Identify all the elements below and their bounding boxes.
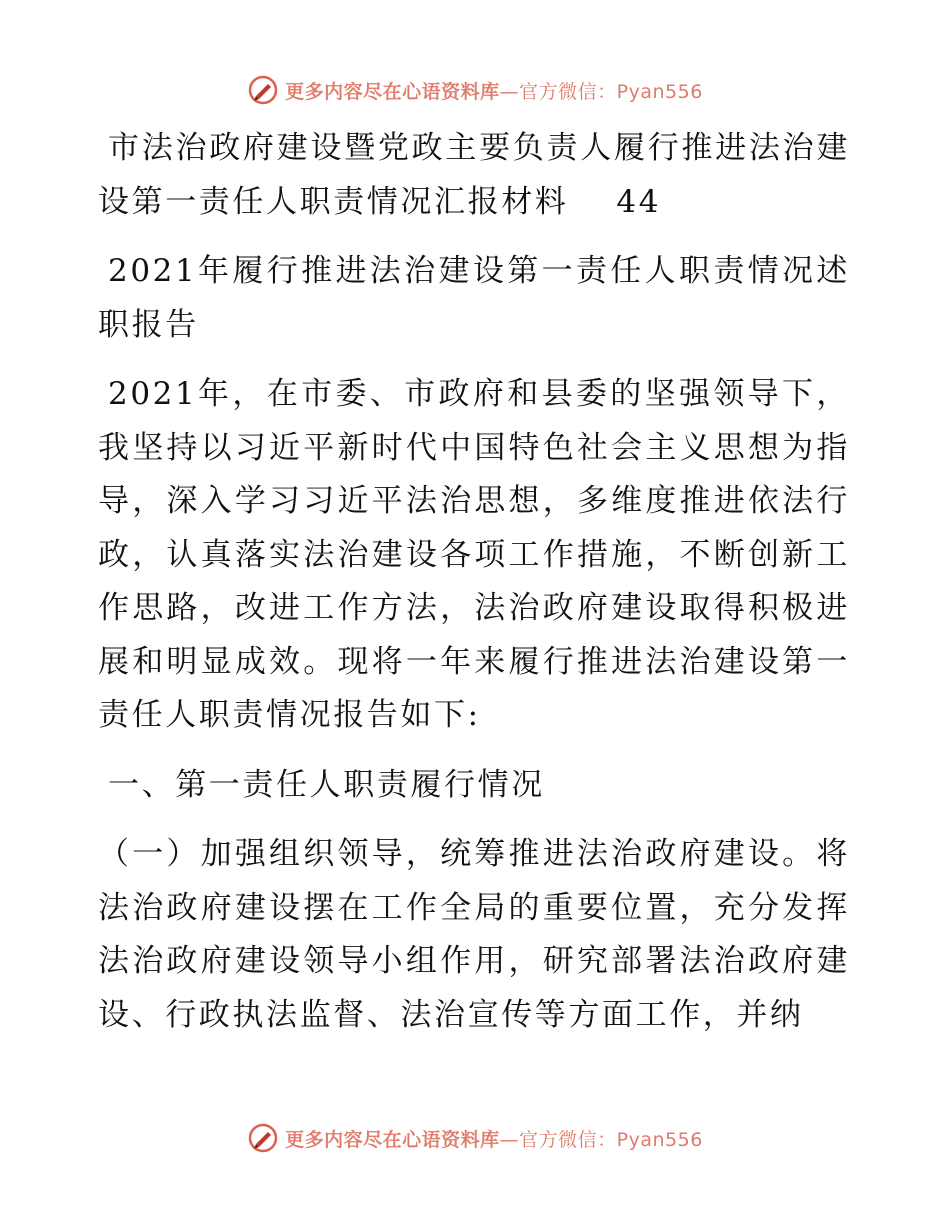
- pen-logo-icon: [247, 1122, 279, 1154]
- body-text: 将法治政府建设摆在工作全局的重要位置，充分发挥法治政府建设领导小组作用，研究部署法治政府建设、行政执法监督、法治宣传等方面工作，并纳: [98, 836, 850, 1033]
- title-number: 44: [616, 183, 662, 220]
- document-title: 市法治政府建设暨党政主要负责人履行推进法治建设第一责任人职责情况汇报材料 44: [98, 130, 850, 220]
- watermark-banner-top: [0, 70, 950, 110]
- intro-paragraph: 2021年，在市委、市政府和县委的坚强领导下，我坚持以习近平新时代中国特色社会主义思想为指导，深入学习习近平法治思想，多维度推进依法行政，认真落实法治建设各项工作措施，不断创新工作思路，改进工作方法，法治政府建设取得积极进展和明显成效。现将一年来履行推进法治建设第一责任人职责情况报告如下:: [98, 376, 850, 733]
- section-heading: 一、第一责任人职责履行情况: [108, 766, 545, 803]
- watermark-banner-bottom: [0, 1118, 950, 1158]
- subsection-heading: （一）加强组织领导，统筹推进法治政府建设。: [98, 836, 817, 872]
- pen-logo-icon: [247, 74, 279, 106]
- document-subtitle: 2021年履行推进法治建设第一责任人职责情况述职报告: [98, 253, 850, 343]
- subsection-paragraph: [98, 828, 850, 1042]
- document-body: [98, 122, 850, 1042]
- watermark-text: 更多内容尽在心语资料库—官方微信：Pyan556: [285, 1128, 703, 1151]
- watermark-text: 更多内容尽在心语资料库—官方微信：Pyan556: [285, 80, 703, 103]
